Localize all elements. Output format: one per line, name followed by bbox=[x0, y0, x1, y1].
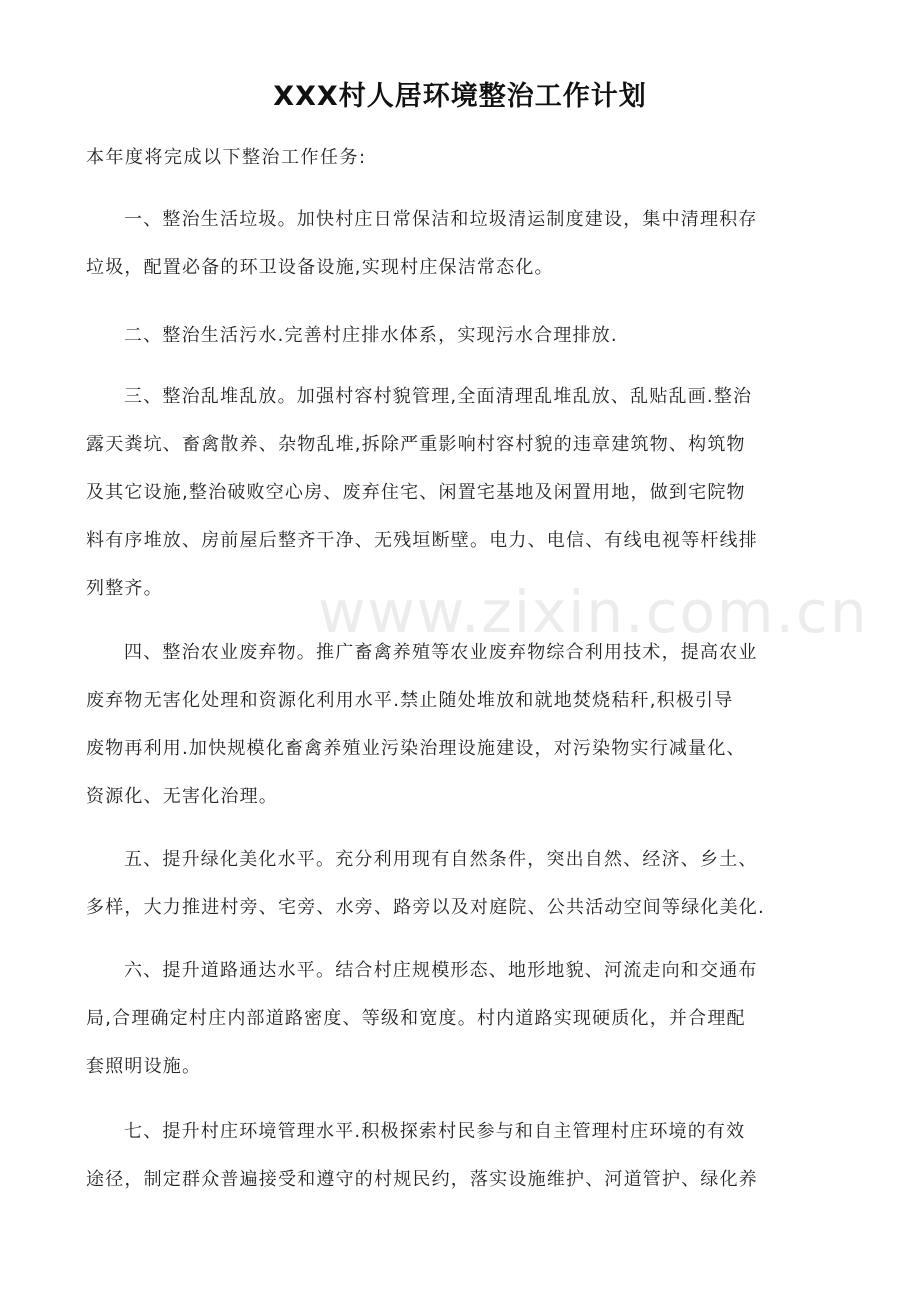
paragraph-line: 局,合理确定村庄内部道路密度、等级和宽度。村内道路实现硬质化，并合理配 bbox=[86, 1008, 746, 1029]
intro-text: 本年度将完成以下整治工作任务: bbox=[86, 147, 367, 168]
paragraph-6 bbox=[86, 947, 846, 1091]
paragraph-1 bbox=[86, 196, 846, 292]
paragraph-line: 废物再利用.加快规模化畜禽养殖业污染治理设施建设，对污染物实行减量化、 bbox=[86, 738, 746, 759]
watermark-text: www.zixin.com.cn bbox=[318, 578, 869, 646]
paragraph-4 bbox=[86, 629, 846, 821]
paragraph-line: 一、整治生活垃圾。加快村庄日常保洁和垃圾清运制度建设，集中清理积存 bbox=[124, 209, 758, 230]
paragraph-line: 露天粪坑、畜禽散养、杂物乱堆,拆除严重影响村容村貌的违章建筑物、构筑物 bbox=[86, 434, 746, 455]
page-title: XXX村人居环境整治工作计划 bbox=[273, 81, 647, 112]
paragraph-line: 料有序堆放、房前屋后整齐干净、无残垣断壁。电力、电信、有线电视等杆线排 bbox=[86, 530, 758, 551]
paragraph-line: 二、整治生活污水.完善村庄排水体系，实现污水合理排放. bbox=[124, 325, 618, 346]
paragraph-2 bbox=[86, 312, 846, 360]
paragraph-line: 六、提升道路通达水平。结合村庄规模形态、地形地貌、河流走向和交通布 bbox=[124, 960, 758, 981]
paragraph-line: 废弃物无害化处理和资源化利用水平.禁止随处堆放和就地焚烧秸秆,积极引导 bbox=[86, 690, 734, 711]
paragraph-line: 多样，大力推进村旁、宅旁、水旁、路旁以及对庭院、公共活动空间等绿化美化. bbox=[86, 897, 765, 918]
paragraph-line: 七、提升村庄环境管理水平.积极探索村民参与和自主管理村庄环境的有效 bbox=[124, 1121, 746, 1142]
paragraph-7 bbox=[86, 1108, 846, 1204]
paragraph-line: 列整齐。 bbox=[86, 578, 163, 599]
paragraph-line: 垃圾，配置必备的环卫设备设施,实现村庄保洁常态化。 bbox=[86, 257, 554, 278]
paragraph-line: 及其它设施,整治破败空心房、废弃住宅、闲置宅基地及闲置用地，做到宅院物 bbox=[86, 482, 746, 503]
paragraph-3 bbox=[86, 373, 846, 613]
paragraph-line: 五、提升绿化美化水平。充分利用现有自然条件，突出自然、经济、乡土、 bbox=[124, 849, 758, 870]
paragraph-line: 途径，制定群众普遍接受和遵守的村规民约，落实设施维护、河道管护、绿化养 bbox=[86, 1169, 758, 1190]
paragraph-line: 三、整治乱堆乱放。加强村容村貌管理,全面清理乱堆乱放、乱贴乱画.整治 bbox=[124, 386, 753, 407]
paragraph-line: 套照明设施。 bbox=[86, 1056, 202, 1077]
paragraph-5 bbox=[86, 836, 846, 932]
paragraph-line: 资源化、无害化治理。 bbox=[86, 786, 278, 807]
paragraph-line: 四、整治农业废弃物。推广畜禽养殖等农业废弃物综合利用技术，提高农业 bbox=[124, 642, 758, 663]
